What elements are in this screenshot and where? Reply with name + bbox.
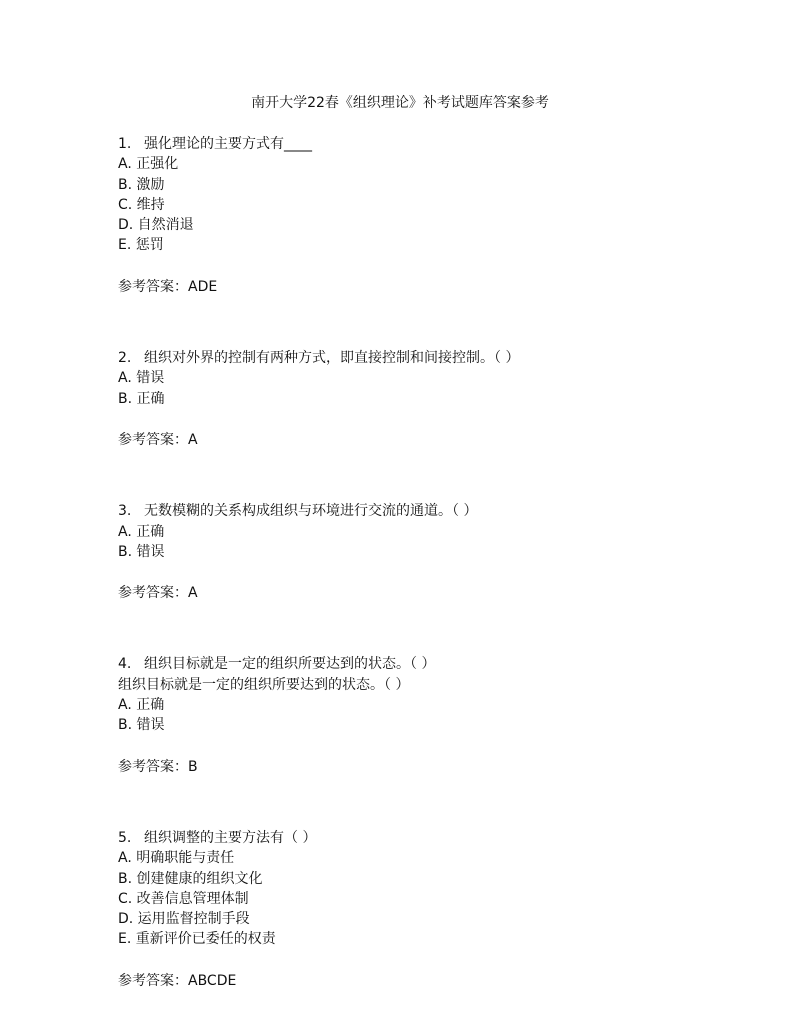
- answer-value: B: [188, 758, 198, 775]
- answer-value: A: [188, 431, 198, 448]
- answer-label: 参考答案：: [118, 278, 188, 295]
- option-b: B. 正确: [118, 390, 165, 407]
- option-b: B. 错误: [118, 543, 165, 560]
- option-b: B. 创建健康的组织文化: [118, 870, 263, 887]
- option-d: D. 自然消退: [118, 217, 194, 234]
- answer-line: [118, 583, 758, 603]
- answer-label: 参考答案：: [118, 431, 188, 448]
- answer-label: 参考答案：: [118, 972, 188, 989]
- answer-line: [118, 277, 758, 297]
- question-number: 4.: [118, 656, 132, 673]
- option-c: C. 改善信息管理体制: [118, 890, 249, 907]
- option-b: B. 错误: [118, 717, 165, 734]
- option-d: D. 运用监督控制手段: [118, 911, 250, 928]
- question-4: [118, 654, 758, 776]
- answer-label: 参考答案：: [118, 758, 188, 775]
- answer-value: ABCDE: [188, 972, 237, 989]
- option-a: A. 明确职能与责任: [118, 850, 235, 867]
- question-stem: [118, 828, 758, 848]
- question-stem: [118, 501, 758, 521]
- answer-line: [118, 757, 758, 777]
- option-b: B. 激励: [118, 176, 165, 193]
- answer-line: [118, 971, 758, 991]
- question-number: 2.: [118, 350, 132, 367]
- option-e: E. 惩罚: [118, 237, 164, 254]
- question-2: [118, 348, 758, 450]
- question-5: [118, 828, 758, 991]
- option-c: C. 维持: [118, 196, 165, 213]
- answer-line: [118, 430, 758, 450]
- option-a: A. 正强化: [118, 156, 179, 173]
- answer-value: ADE: [188, 278, 218, 295]
- document-title: 南开大学22春《组织理论》补考试题库答案参考: [251, 95, 549, 111]
- question-number: 5.: [118, 829, 132, 846]
- question-1: [118, 134, 758, 297]
- option-a: A. 正确: [118, 697, 165, 714]
- question-stem: [118, 654, 758, 674]
- question-text-repeat: 组织目标就是一定的组织所要达到的状态。（ ）: [118, 676, 410, 693]
- question-3: [118, 501, 758, 603]
- answer-value: A: [188, 585, 198, 602]
- question-text: 组织目标就是一定的组织所要达到的状态。（ ）: [144, 656, 436, 673]
- question-text: 强化理论的主要方式有____: [144, 136, 312, 152]
- question-text: 组织对外界的控制有两种方式，即直接控制和间接控制。（ ）: [144, 350, 520, 367]
- question-text: 无数模糊的关系构成组织与环境进行交流的通道。（ ）: [144, 503, 478, 520]
- question-text: 组织调整的主要方法有（ ）: [144, 829, 317, 846]
- question-stem: [118, 348, 758, 368]
- question-list: [118, 134, 758, 991]
- question-stem: [118, 134, 758, 154]
- option-e: E. 重新评价已委任的权责: [118, 931, 276, 948]
- answer-label: 参考答案：: [118, 585, 188, 602]
- question-number: 1.: [118, 136, 132, 152]
- option-a: A. 正确: [118, 523, 165, 540]
- question-number: 3.: [118, 503, 132, 520]
- option-a: A. 错误: [118, 370, 165, 387]
